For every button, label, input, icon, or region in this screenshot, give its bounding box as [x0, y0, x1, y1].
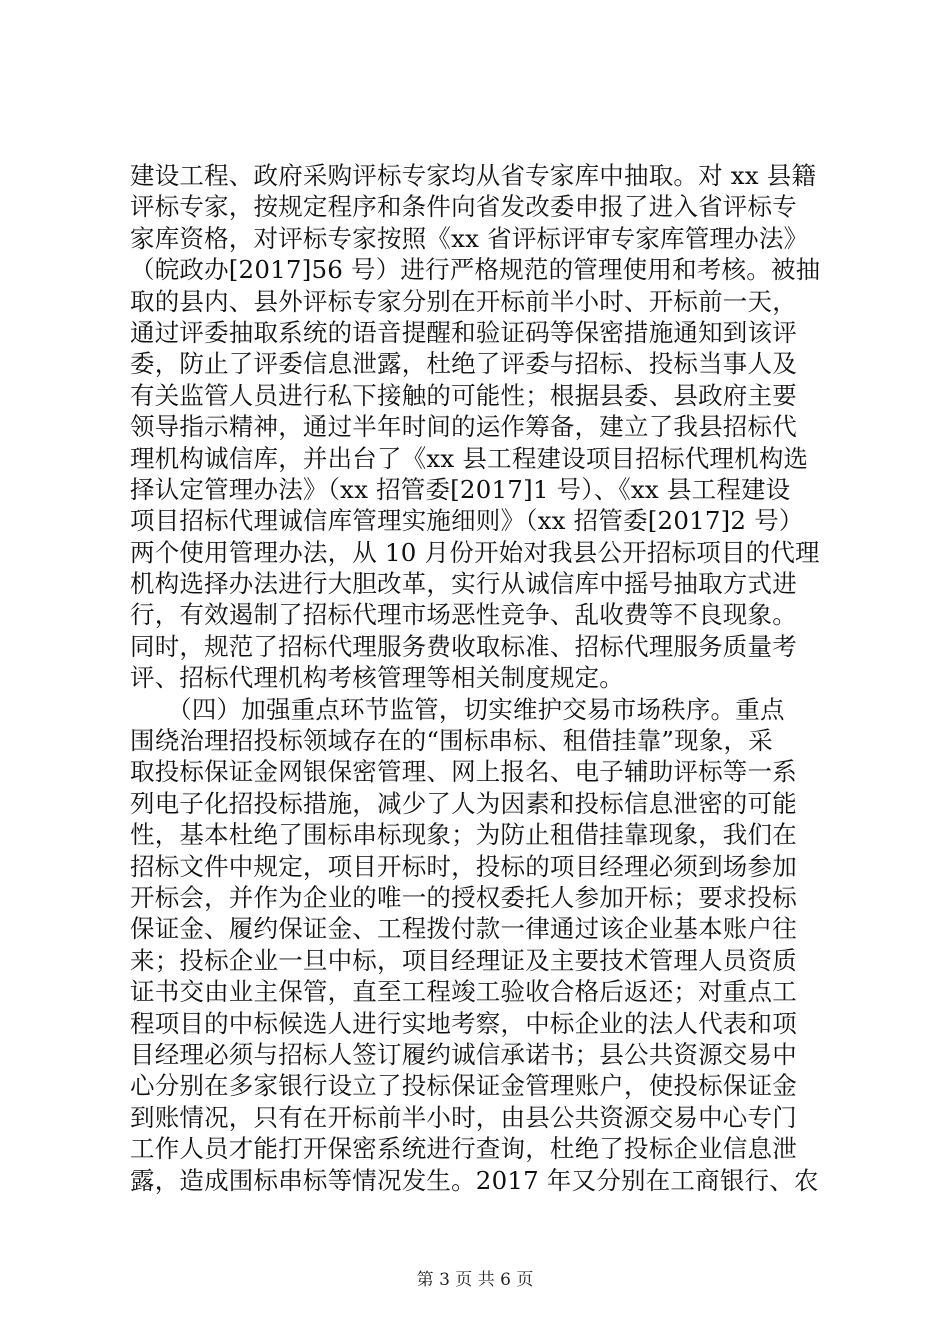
text-line: 评、招标代理机构考核管理等相关制度规定。 — [130, 663, 624, 693]
text-line: 委，防止了评委信息泄露，杜绝了评委与招标、投标当事人及 — [130, 349, 797, 379]
page-footer: 第 3 页 共 6 页 — [416, 1270, 534, 1290]
text-line: 取投标保证金网银保密管理、网上报名、电子辅助评标等一系 — [130, 757, 797, 787]
text-line: 机构选择办法进行大胆改革，实行从诚信库中摇号抽取方式进 — [130, 569, 797, 599]
text-line: 工作人员才能打开保密系统进行查询，杜绝了投标企业信息泄 — [130, 1134, 797, 1164]
text-line: 目经理必须与招标人签订履约诚信承诺书；县公共资源交易中 — [130, 1039, 797, 1069]
text-line: 程项目的中标候选人进行实地考察，中标企业的法人代表和项 — [130, 1008, 797, 1038]
text-line: 有关监管人员进行私下接触的可能性；根据县委、县政府主要 — [130, 380, 797, 410]
text-line: 项目招标代理诚信库管理实施细则》（xx 招管委[2017]2 号） — [130, 506, 804, 536]
text-line: （皖政办[2017]56 号）进行严格规范的管理使用和考核。被抽 — [130, 255, 821, 285]
text-line: 性，基本杜绝了围标串标现象；为防止租借挂靠现象，我们在 — [130, 820, 797, 850]
text-line: 开标会，并作为企业的唯一的授权委托人参加开标；要求投标 — [130, 882, 797, 912]
text-line: 行，有效遏制了招标代理市场恶性竞争、乱收费等不良现象。 — [130, 600, 797, 630]
text-line: 心分别在多家银行设立了投标保证金管理账户，使投标保证金 — [130, 1071, 797, 1101]
text-line: 到账情况，只有在开标前半小时，由县公共资源交易中心专门 — [130, 1102, 797, 1132]
text-line: 家库资格，对评标专家按照《xx 省评标评审专家库管理办法》 — [130, 223, 809, 253]
text-line: 两个使用管理办法，从 10 月份开始对我县公开招标项目的代理 — [130, 537, 820, 567]
text-line: 评标专家，按规定程序和条件向省发改委申报了进入省评标专 — [130, 192, 797, 222]
text-line: （四）加强重点环节监管，切实维护交易市场秩序。重点 — [130, 694, 785, 724]
text-line: 领导指示精神，通过半年时间的运作筹备，建立了我县招标代 — [130, 412, 797, 442]
text-line: 露，造成围标串标等情况发生。2017 年又分别在工商银行、农 — [130, 1165, 819, 1195]
text-line: 来；投标企业一旦中标，项目经理证及主要技术管理人员资质 — [130, 945, 797, 975]
text-line: 招标文件中规定，项目开标时，投标的项目经理必须到场参加 — [130, 851, 797, 881]
text-line: 保证金、履约保证金、工程拨付款一律通过该企业基本账户往 — [130, 914, 797, 944]
text-line: 围绕治理招投标领域存在的“围标串标、租借挂靠”现象，采 — [130, 726, 773, 756]
body-text — [130, 160, 830, 1196]
text-line: 列电子化招投标措施，减少了人为因素和投标信息泄密的可能 — [130, 788, 797, 818]
text-line: 证书交由业主保管，直至工程竣工验收合格后返还；对重点工 — [130, 977, 797, 1007]
text-line: 理机构诚信库，并出台了《xx 县工程建设项目招标代理机构选 — [130, 443, 809, 473]
text-line: 同时，规范了招标代理服务费收取标准、招标代理服务质量考 — [130, 631, 797, 661]
text-line: 建设工程、政府采购评标专家均从省专家库中抽取。对 xx 县籍 — [130, 161, 817, 190]
text-line: 择认定管理办法》（xx 招管委[2017]1 号）、《xx 县工程建设 — [130, 474, 791, 504]
text-line: 取的县内、县外评标专家分别在开标前半小时、开标前一天， — [130, 286, 797, 316]
text-line: 通过评委抽取系统的语音提醒和验证码等保密措施通知到该评 — [130, 317, 797, 347]
